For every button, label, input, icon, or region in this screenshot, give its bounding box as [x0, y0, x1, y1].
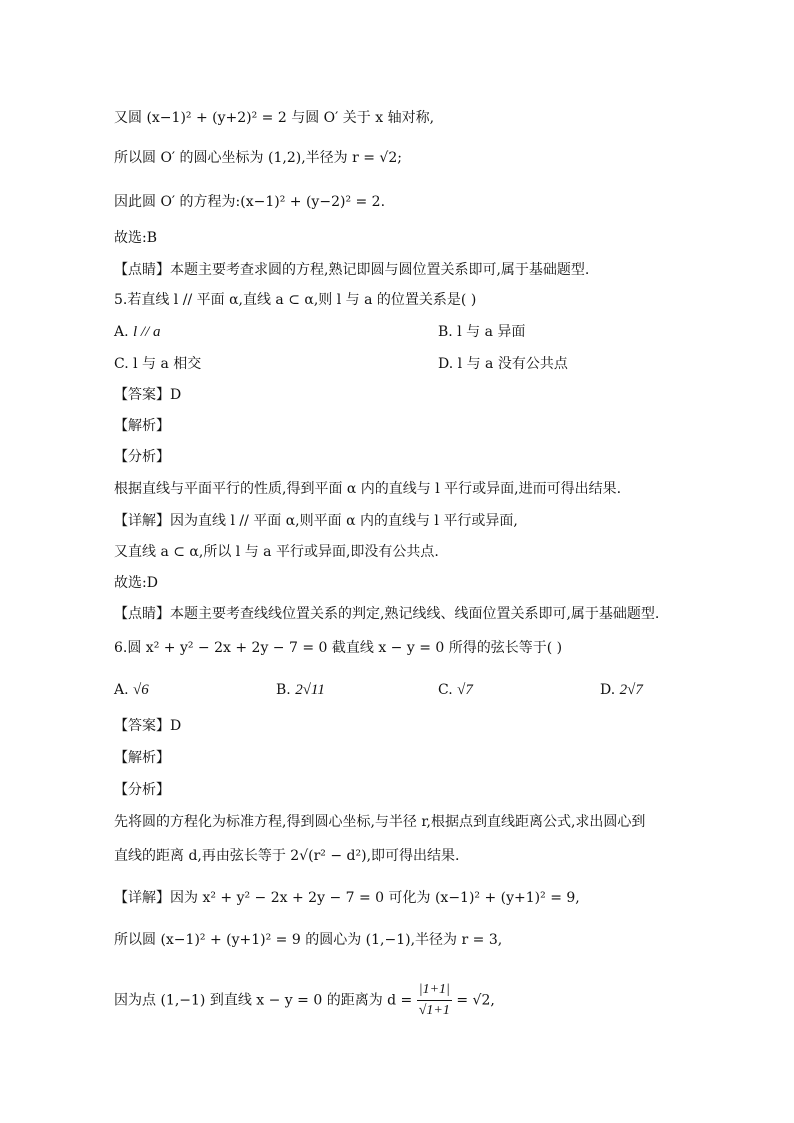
option-label: D. — [438, 356, 454, 372]
text-line-4: 故选:B — [114, 230, 158, 246]
text-line-24: 【详解】因为 x² + y² − 2x + 2y − 7 = 0 可化为 (x−1)² + (y+1)² = 9, — [114, 890, 580, 906]
text-line-14: 又直线 a ⊂ α,所以 l 与 a 平行或异面,即没有公共点. — [114, 544, 439, 560]
option-text: 2√7 — [619, 682, 643, 698]
text-line-12: 根据直线与平面平行的性质,得到平面 α 内的直线与 l 平行或异面,进而可得出结果. — [114, 481, 622, 497]
q6-option-c — [438, 680, 473, 700]
q6-option-d — [600, 680, 643, 700]
option-text: √6 — [133, 682, 149, 698]
option-label: D. — [600, 682, 616, 698]
option-label: B. — [438, 324, 453, 340]
text-line-1: 又圆 (x−1)² + (y+2)² = 2 与圆 O′ 关于 x 轴对称, — [114, 110, 435, 126]
text-line-2: 所以圆 O′ 的圆心坐标为 (1,2),半径为 r = √2; — [114, 150, 402, 166]
text-line-25: 所以圆 (x−1)² + (y+1)² = 9 的圆心为 (1,−1),半径为 r = 3, — [114, 932, 503, 948]
option-text: l 与 a 异面 — [457, 324, 526, 340]
q6-option-a — [114, 680, 149, 700]
q5-option-b — [438, 322, 525, 342]
option-text: l 与 a 没有公共点 — [457, 356, 568, 372]
option-label: B. — [276, 682, 291, 698]
fenxi-label-5: 【分析】 — [114, 449, 170, 465]
analysis-label-6: 【解析】 — [114, 750, 170, 766]
fraction-numerator: |1+1| — [417, 980, 452, 1001]
option-label: A. — [114, 682, 129, 698]
question-5-stem: 5.若直线 l // 平面 α,直线 a ⊂ α,则 l 与 a 的位置关系是( ) — [114, 292, 477, 308]
question-6-stem: 6.圆 x² + y² − 2x + 2y − 7 = 0 截直线 x − y = 0 所得的弦长等于( ) — [114, 640, 563, 656]
text-line-26 — [114, 980, 495, 1021]
option-label: C. — [114, 356, 129, 372]
option-text: l // a — [133, 324, 161, 340]
q6-option-b — [276, 680, 325, 700]
fraction-result: = √2, — [456, 992, 495, 1009]
option-text: l 与 a 相交 — [133, 356, 202, 372]
fenxi-label-6: 【分析】 — [114, 782, 170, 798]
q5-option-c — [114, 354, 201, 374]
text-line-5: 【点睛】本题主要考查求圆的方程,熟记即圆与圆位置关系即可,属于基础题型. — [114, 262, 590, 278]
option-label: A. — [114, 324, 129, 340]
answer-label-6: 【答案】D — [114, 718, 182, 734]
option-text: 2√11 — [295, 682, 325, 698]
text-line-23: 直线的距离 d,再由弦长等于 2√(r² − d²),即可得出结果. — [114, 848, 460, 864]
distance-text: 因为点 (1,−1) 到直线 x − y = 0 的距离为 d = — [114, 992, 413, 1009]
text-line-3: 因此圆 O′ 的方程为:(x−1)² + (y−2)² = 2. — [114, 194, 386, 210]
text-line-16: 【点睛】本题主要考查线线位置关系的判定,熟记线线、线面位置关系即可,属于基础题型. — [114, 606, 660, 622]
analysis-label-5: 【解析】 — [114, 418, 170, 434]
option-text: √7 — [457, 682, 473, 698]
text-line-15: 故选:D — [114, 575, 158, 591]
option-label: C. — [438, 682, 453, 698]
fraction-denominator: √1+1 — [418, 1003, 450, 1018]
answer-label-5: 【答案】D — [114, 387, 182, 403]
distance-fraction — [417, 980, 452, 1021]
q5-option-a — [114, 322, 161, 342]
text-line-13: 【详解】因为直线 l // 平面 α,则平面 α 内的直线与 l 平行或异面, — [114, 513, 518, 529]
q5-option-d — [438, 354, 568, 374]
text-line-22: 先将圆的方程化为标准方程,得到圆心坐标,与半径 r,根据点到直线距离公式,求出圆心到 — [114, 814, 646, 830]
